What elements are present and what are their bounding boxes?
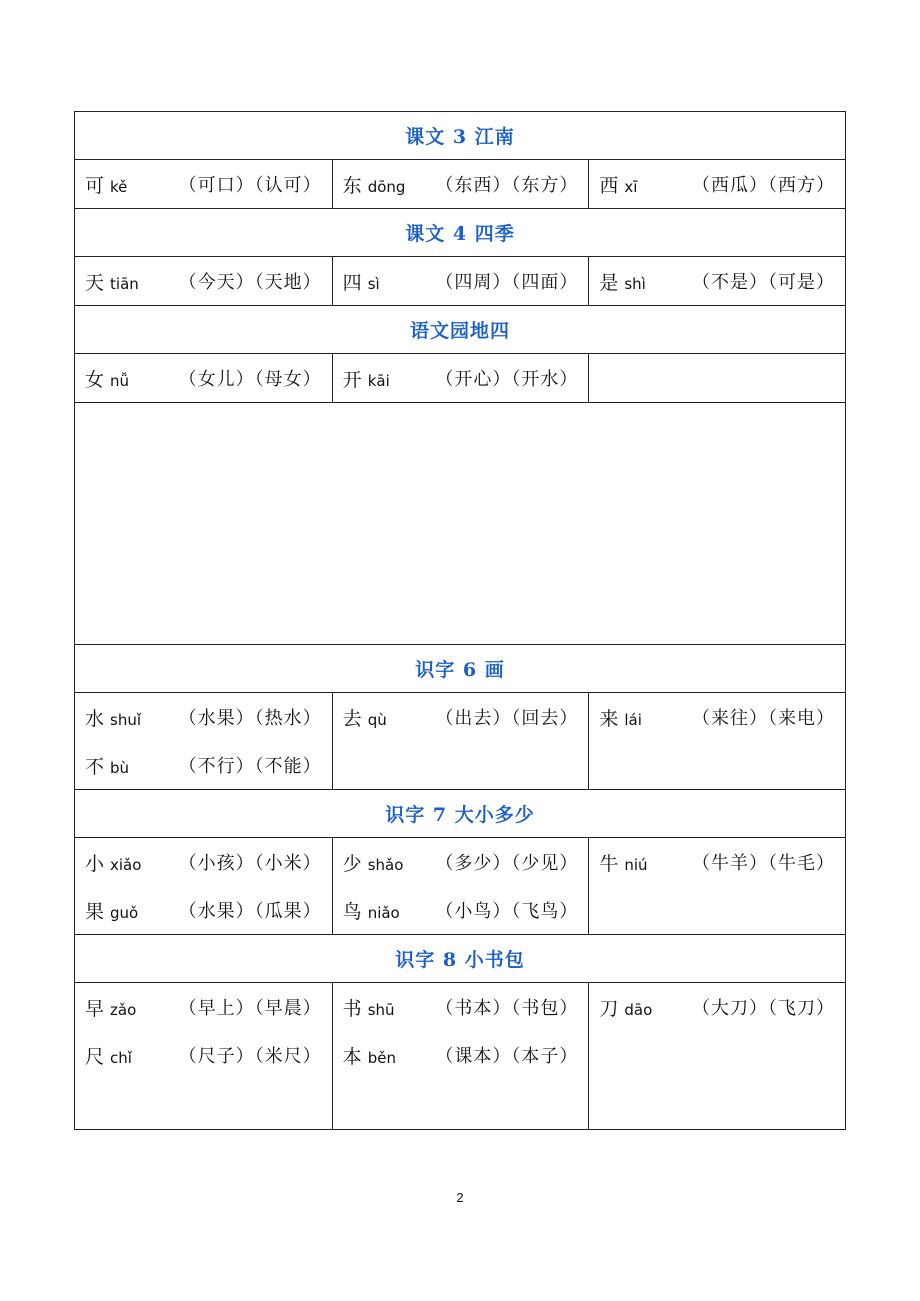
table-row xyxy=(75,838,845,935)
table-cell-empty xyxy=(588,354,845,402)
hanzi: 水 xyxy=(85,707,105,730)
section-shizi-6 xyxy=(75,645,845,790)
example-words: （尺子）（米尺） xyxy=(178,1046,322,1067)
pinyin: shuǐ xyxy=(110,710,142,729)
hanzi: 来 xyxy=(599,707,619,730)
hanzi: 鸟 xyxy=(342,900,362,923)
pinyin: niǎo xyxy=(367,903,400,922)
char-entry xyxy=(343,257,579,305)
pinyin: xiǎo xyxy=(110,855,142,874)
pinyin: bù xyxy=(110,758,130,777)
pinyin: dōng xyxy=(367,177,406,196)
table-cell xyxy=(75,257,332,305)
hanzi: 小 xyxy=(85,852,105,875)
char-entry xyxy=(85,257,322,305)
table-cell xyxy=(332,160,589,208)
table-row xyxy=(75,983,845,1129)
char-entry xyxy=(599,257,835,305)
table-cell xyxy=(332,257,589,305)
char-entry xyxy=(343,983,579,1031)
table-row xyxy=(75,354,845,403)
section-lesson-4 xyxy=(75,209,845,306)
table-row xyxy=(75,693,845,790)
char-entry xyxy=(343,693,579,741)
hanzi: 不 xyxy=(85,755,105,778)
pinyin: dāo xyxy=(624,1000,653,1019)
table-cell xyxy=(588,257,845,305)
example-words: （小鸟）（飞鸟） xyxy=(435,901,579,922)
pinyin: shǎo xyxy=(367,855,404,874)
pinyin: xī xyxy=(624,177,638,196)
pinyin: sì xyxy=(367,274,380,293)
hanzi: 牛 xyxy=(599,852,619,875)
char-entry xyxy=(85,741,322,789)
table-cell xyxy=(588,160,845,208)
hanzi: 东 xyxy=(342,174,362,197)
example-words: （西瓜）（西方） xyxy=(692,175,836,196)
char-entry xyxy=(85,693,322,741)
section-title: 识字 6 画 xyxy=(75,645,845,693)
char-entry xyxy=(85,983,322,1031)
example-words: （东西）（东方） xyxy=(435,175,579,196)
table-cell xyxy=(75,983,332,1129)
table-cell xyxy=(332,354,589,402)
table-cell xyxy=(588,983,845,1129)
hanzi: 尺 xyxy=(85,1045,105,1068)
pinyin: shì xyxy=(624,274,646,293)
vocabulary-table xyxy=(74,111,846,1130)
example-words: （女儿）（母女） xyxy=(178,369,322,390)
section-title: 语文园地四 xyxy=(75,306,845,354)
pinyin: tiān xyxy=(110,274,139,293)
char-entry xyxy=(599,983,835,1031)
table-cell xyxy=(75,838,332,934)
pinyin: chǐ xyxy=(110,1048,132,1067)
hanzi: 女 xyxy=(85,368,105,391)
pinyin: zǎo xyxy=(110,1000,137,1019)
example-words: （书本）（书包） xyxy=(435,998,579,1019)
table-cell xyxy=(588,838,845,934)
table-cell xyxy=(332,838,589,934)
example-words: （来往）（来电） xyxy=(692,708,836,729)
section-yuwen-yuandi-4 xyxy=(75,306,845,403)
hanzi: 西 xyxy=(599,174,619,197)
char-entry xyxy=(343,886,579,934)
page-number: 2 xyxy=(456,1190,464,1205)
pinyin: kě xyxy=(110,177,128,196)
example-words: （小孩）（小米） xyxy=(178,853,322,874)
section-title: 课文 3 江南 xyxy=(75,112,845,160)
section-shizi-8 xyxy=(75,935,845,1129)
example-words: （出去）（回去） xyxy=(435,708,579,729)
hanzi: 少 xyxy=(342,852,362,875)
example-words: （今天）（天地） xyxy=(178,272,322,293)
hanzi: 刀 xyxy=(599,997,619,1020)
example-words: （牛羊）（牛毛） xyxy=(692,853,836,874)
example-words: （可口）（认可） xyxy=(178,175,322,196)
pinyin: qù xyxy=(367,710,387,729)
hanzi: 去 xyxy=(342,707,362,730)
example-words: （不是）（可是） xyxy=(692,272,836,293)
blank-area xyxy=(75,403,845,645)
char-entry xyxy=(343,160,579,208)
section-title: 课文 4 四季 xyxy=(75,209,845,257)
example-words: （不行）（不能） xyxy=(178,756,322,777)
example-words: （水果）（瓜果） xyxy=(178,901,322,922)
pinyin: nǚ xyxy=(110,371,130,390)
pinyin: lái xyxy=(624,710,642,729)
pinyin: guǒ xyxy=(110,903,139,922)
char-entry xyxy=(343,1031,579,1079)
char-entry xyxy=(599,160,835,208)
char-entry xyxy=(599,693,835,741)
char-entry xyxy=(85,1031,322,1079)
char-entry xyxy=(85,354,322,402)
section-lesson-3 xyxy=(75,112,845,209)
char-entry xyxy=(85,160,322,208)
example-words: （课本）（本子） xyxy=(435,1046,579,1067)
pinyin: shū xyxy=(367,1000,395,1019)
table-row xyxy=(75,257,845,306)
hanzi: 本 xyxy=(342,1045,362,1068)
hanzi: 天 xyxy=(85,271,105,294)
table-cell xyxy=(332,693,589,789)
hanzi: 是 xyxy=(599,271,619,294)
char-entry xyxy=(599,838,835,886)
example-words: （多少）（少见） xyxy=(435,853,579,874)
table-cell xyxy=(332,983,589,1129)
char-entry xyxy=(343,838,579,886)
pinyin: niú xyxy=(624,855,648,874)
pinyin: běn xyxy=(367,1048,396,1067)
hanzi: 可 xyxy=(85,174,105,197)
char-entry xyxy=(85,886,322,934)
section-title: 识字 7 大小多少 xyxy=(75,790,845,838)
hanzi: 开 xyxy=(342,368,362,391)
char-entry xyxy=(85,838,322,886)
table-cell xyxy=(75,160,332,208)
hanzi: 书 xyxy=(342,997,362,1020)
hanzi: 早 xyxy=(85,997,105,1020)
table-cell xyxy=(75,693,332,789)
example-words: （水果）（热水） xyxy=(178,708,322,729)
pinyin: kāi xyxy=(367,371,390,390)
table-cell xyxy=(75,354,332,402)
hanzi: 四 xyxy=(342,271,362,294)
hanzi: 果 xyxy=(85,900,105,923)
example-words: （四周）（四面） xyxy=(435,272,579,293)
table-row xyxy=(75,160,845,209)
section-title: 识字 8 小书包 xyxy=(75,935,845,983)
example-words: （开心）（开水） xyxy=(435,369,579,390)
example-words: （大刀）（飞刀） xyxy=(692,998,836,1019)
char-entry xyxy=(343,354,579,402)
example-words: （早上）（早晨） xyxy=(178,998,322,1019)
section-shizi-7 xyxy=(75,790,845,935)
table-cell xyxy=(588,693,845,789)
